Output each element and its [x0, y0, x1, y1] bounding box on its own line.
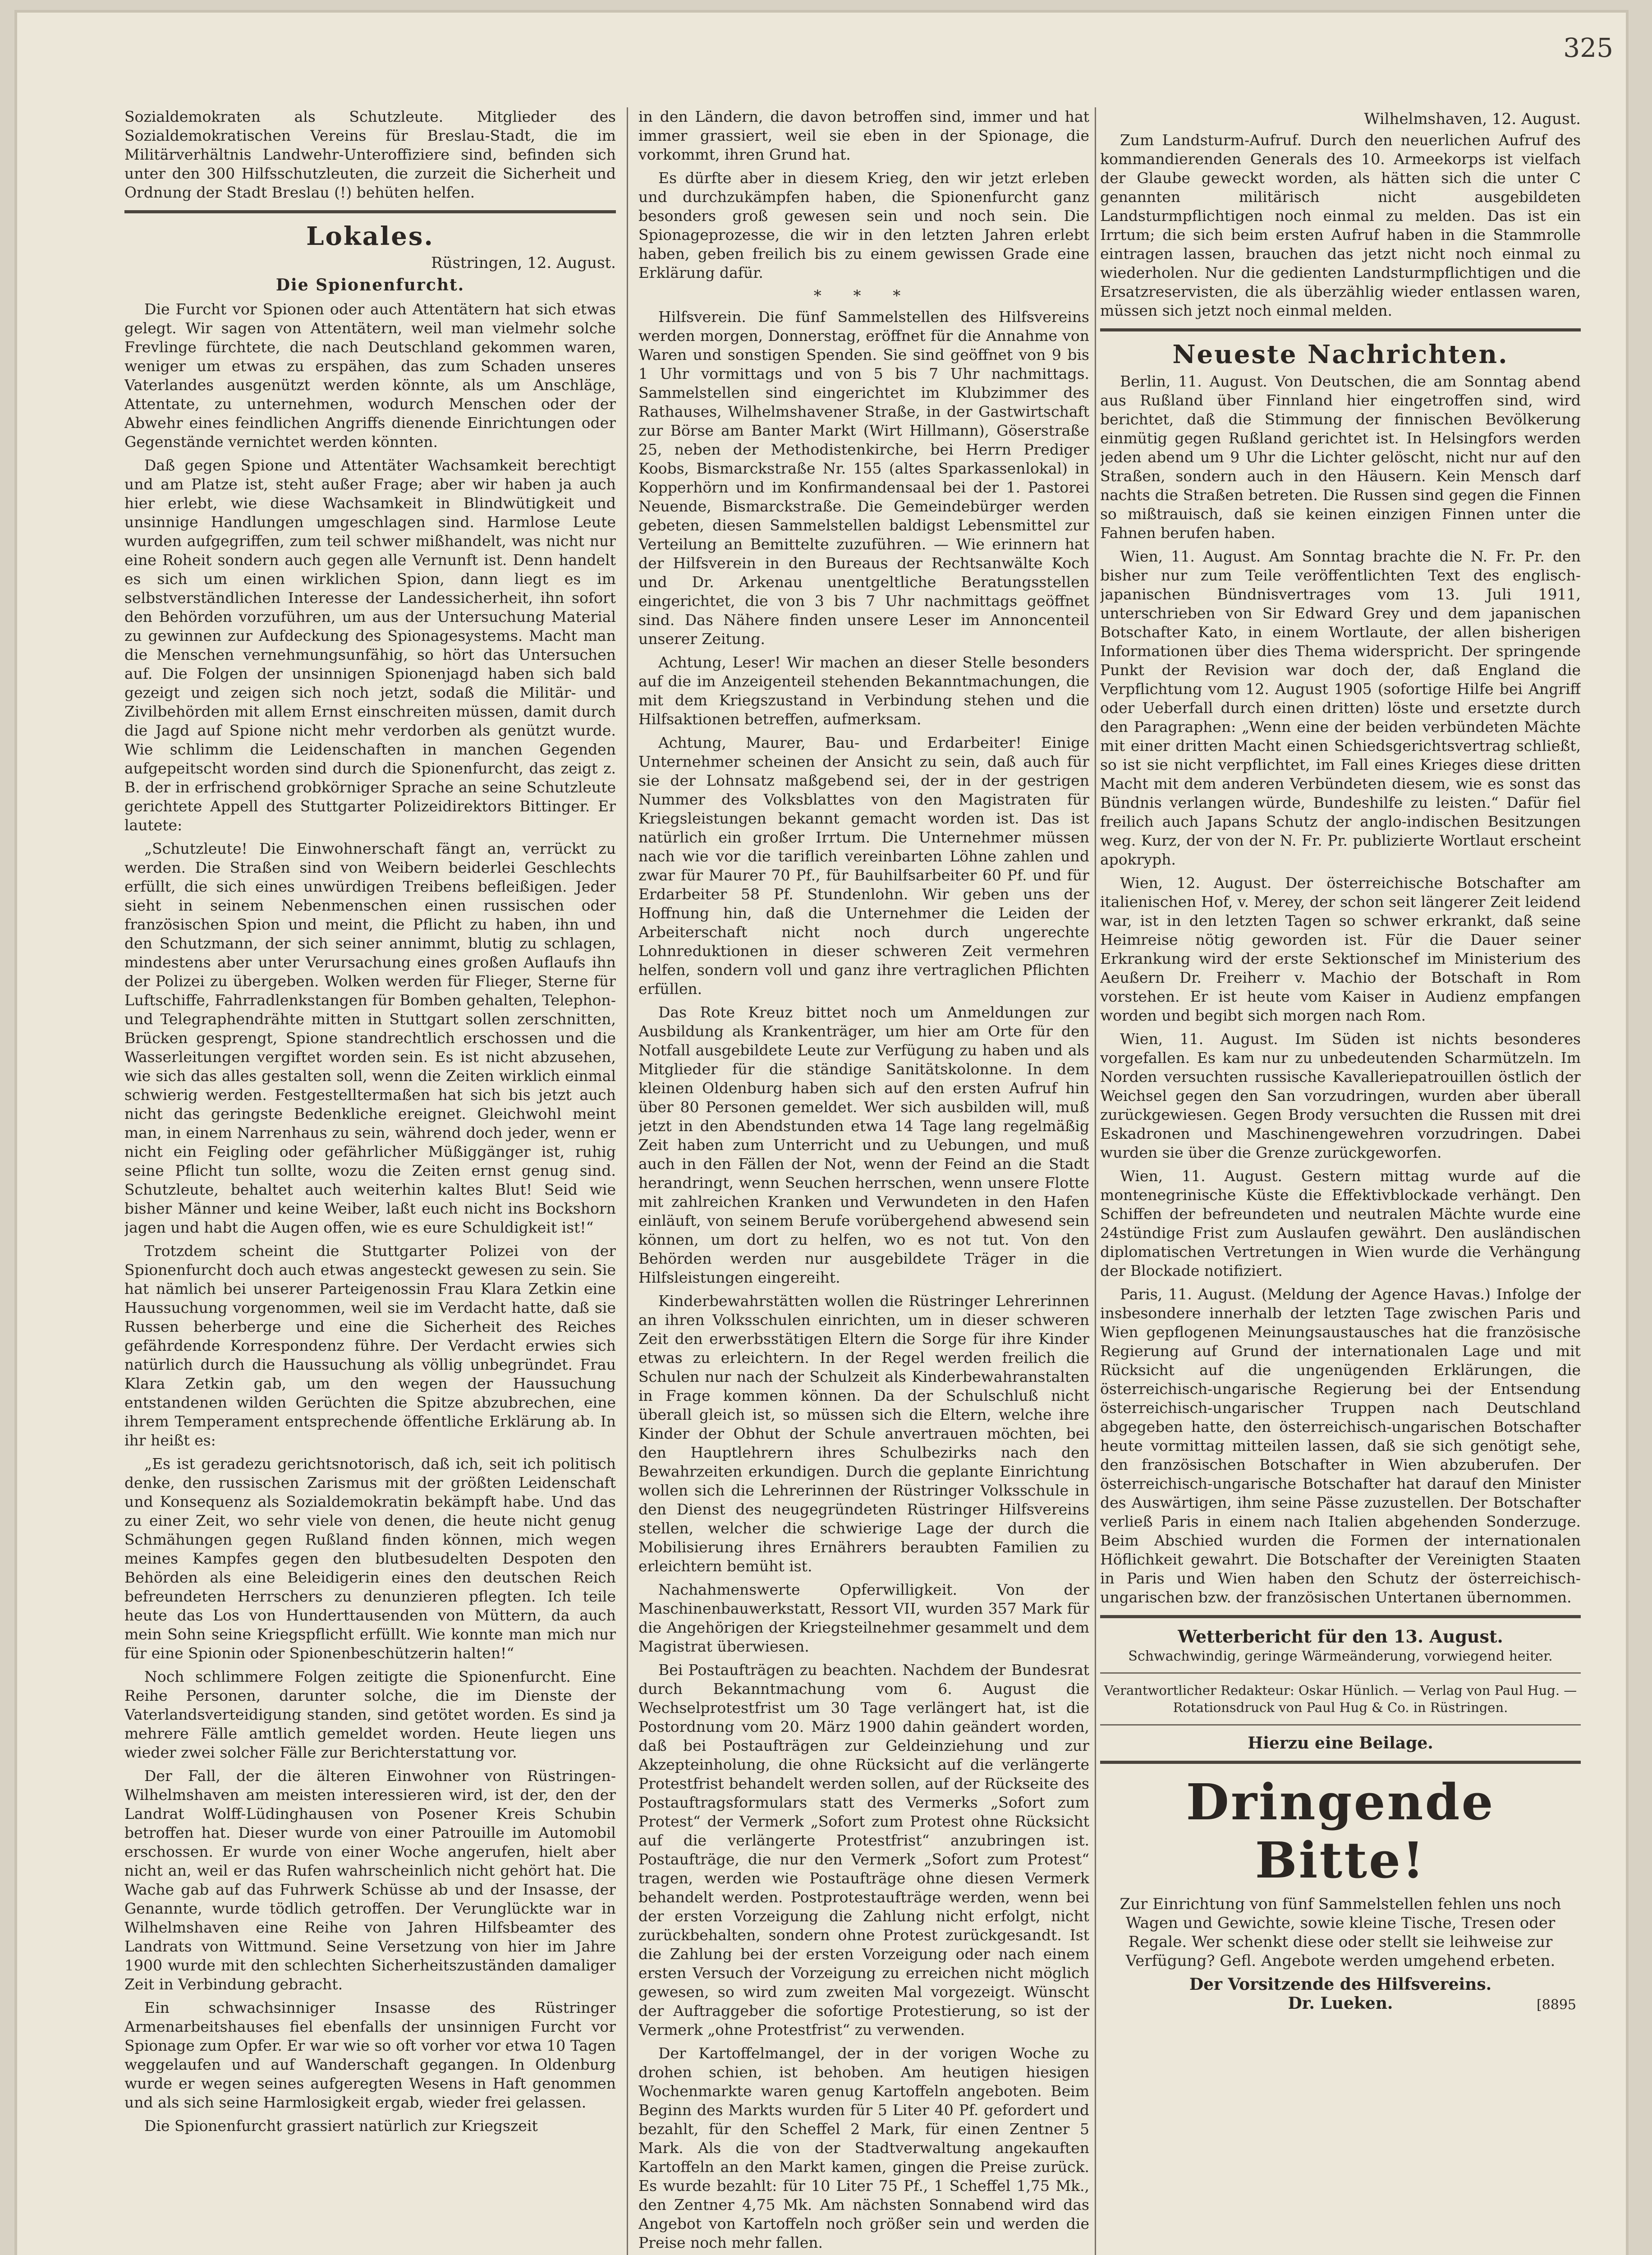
page-number: 325 — [1563, 32, 1613, 63]
article-opferwilligkeit: Nachahmenswerte Opferwilligkeit. Von der Maschinenbauwerkstatt, Ressort VII, wurden 357 Mark für die Angehörigen der Kriegsteilnehmer gesammelt und dem Magistrat überwiesen. — [638, 1581, 1089, 1655]
divider — [1100, 1615, 1581, 1618]
paragraph: Der Fall, der die älteren Einwohner von Rüstringen-Wilhelmshaven am meisten interessieren wird, ist der, den der Landrat Wolff-Lüdinghausen von Posener Kreis Schubin betroffen hat. Dieser wurde von einer Patrouille im Automobil erschossen. Er wurde von einer Woche angerufen, hielt aber nicht an, weil er das Rufen wahrscheinlich nicht gehört hat. Die Wache gab auf das Fuhrwerk Schüsse ab und der Insasse, der Genannte, wurde tödlich getroffen. Der Verunglückte war in Wilhelmshaven eine Reihe von Jahren Hilfsbeamter des Landrats von Wittmund. Seine Versetzung von hier im Jahre 1900 wurde mit den schlechten Sicherheitszuständen damaliger Zeit in Verbindung gebracht. — [124, 1767, 616, 1993]
news-wien: Wien, 12. August. Der österreichische Botschafter am italienischen Hof, v. Merey, der schon seit längerer Zeit leidend war, ist in den letzten Tagen so schwer erkrankt, daß seine Heimreise nötig geworden ist. Für die Dauer seiner Erkrankung wird der erste Sektionschef im Ministerium des Aeußern Dr. Freiherr v. Machio der Botschaft in Rom vorstehen. Er ist heute vom Kaiser in Audienz empfangen worden und begibt sich morgen nach Rom. — [1100, 874, 1581, 1024]
column-3 — [1100, 107, 1581, 2255]
weather-title: Wetterbericht für den 13. August. — [1178, 1626, 1503, 1647]
article-landsturm: Zum Landsturm-Aufruf. Durch den neuerlichen Aufruf des kommandierenden Generals des 10. Armeekorps ist vielfach der Glaube geweckt worden, als hätten sich die unter C genannten militärisch nicht ausgebildeten Landsturmpflichtigen noch einmal zu melden. Das ist ein Irrtum; die sich beim ersten Aufruf haben in die Stammrolle eintragen lassen, brauchen das jetzt nicht noch einmal zu wiederholen. Nur die gedienten Landsturmpflichtigen und die Ersatzreservisten, die als überzählig wieder entlassen waren, müssen sich jetzt noch einmal melden. — [1100, 131, 1581, 319]
paragraph: „Schutzleute! Die Einwohnerschaft fängt an, verrückt zu werden. Die Straßen sind von Weibern beiderlei Geschlechts erfüllt, die sich eines unwürdigen Treibens befleißigen. Jeder sieht in seinem Nebenmenschen einen russischen oder französischen Spion und meint, die Pflicht zu haben, ihn und den Schutzmann, der sich seiner annimmt, blutig zu schlagen, mindestens aber unter Verursachung eines großen Auflaufs ihn der Polizei zu übergeben. Wolken werden für Flieger, Sterne für Luftschiffe, Fahrradlenkstangen für Bomben gehalten, Telephon- und Telegraphendrähte mitten in Stuttgart sollen zerschnitten, Brücken gesprengt, Spione standrechtlich erschossen und die Wasserleitungen vergiftet worden sein. Es ist nicht abzusehen, wie sich das alles gestalten soll, wenn die Zeiten wirklich einmal schwierig werden. Festgestelltermaßen hat sich bis jetzt auch nicht das geringste Bedenkliche ereignet. Gleichwohl meint man, in einem Narrenhaus zu sein, während doch jeder, wenn er nicht ein Feigling oder gefährlicher Müßiggänger ist, ruhig seine Pflicht tun sollte, wozu die Zeiten ernst genug sind. Schutzleute, behaltet auch weiterhin kaltes Blut! Seid wie bisher Männer und keine Weiber, laßt euch nicht ins Bockshorn jagen und habt die Augen offen, wie es eure Schuldigkeit ist!“ — [124, 840, 616, 1236]
ad-signature: Der Vorsitzende des Hilfsvereins. — [1189, 1975, 1492, 1994]
ad-name: Dr. Lueken. — [1288, 1994, 1393, 2013]
column-rule — [627, 107, 628, 2255]
article-kartoffelmangel: Der Kartoffelmangel, der in der vorigen Woche zu drohen schien, ist behoben. Am heutigen hiesigen Wochenmarkte waren genug Kartoffeln angeboten. Beim Beginn des Markts wurden für 5 Liter 40 Pf. gefordert und bezahlt, für den Scheffel 2 Mark, für einen Zentner 5 Mark. Als die von der Stadtverwaltung angekauften Kartoffeln an den Markt kamen, gingen die Preise zurück. Es wurde bezahlt: für 10 Liter 75 Pf., 1 Scheffel 1,75 Mk., den Zentner 4,75 Mk. Am nächsten Sonnabend wird das Angebot von Kartoffeln noch größer sein und werden die Preise noch mehr fallen. — [638, 2044, 1089, 2251]
divider — [1100, 1672, 1581, 1674]
article-title: Die Spionenfurcht. — [275, 276, 465, 295]
advertisement — [1100, 1773, 1581, 2013]
article-maurer: Achtung, Maurer, Bau- und Erdarbeiter! Einige Unternehmer scheinen der Ansicht zu sein, daß auch für sie der Lohnsatz maßgebend sei, der in der gestrigen Nummer des Volksblattes von den Magistraten für Kriegsleistungen bekannt gemacht worden ist. Das ist natürlich ein großer Irrtum. Die Unternehmer müssen nach wie vor die tariflich vereinbarten Löhne zahlen und zwar für Maurer 70 Pf., für Bauhilfsarbeiter 60 Pf. und für Erdarbeiter 58 Pf. Stundenlohn. Wir geben uns der Hoffnung hin, daß die Unternehmer die Leiden der Arbeiterschaft nicht noch durch ungerechte Lohnreduktionen in dieser schweren Zeit vermehren helfen, sondern voll und ganz ihre vertraglichen Pflichten erfüllen. — [638, 734, 1089, 998]
divider — [124, 210, 616, 213]
imprint: Verantwortlicher Redakteur: Oskar Hünlich. — Verlag von Paul Hug. — Rotationsdruck von Paul Hug & Co. in Rüstringen. — [1104, 1683, 1577, 1715]
news-wien: Wien, 11. August. Gestern mittag wurde auf die montenegrinische Küste die Effektivblockade verhängt. Den Schiffen der befreundeten und neutralen Mächte wurde eine 24stündige Frist zum Auslaufen gewährt. Den ausländischen diplomatischen Vertretungen in Wien wurde die Verhängung der Blockade notifiziert. — [1100, 1167, 1581, 1279]
article-postauftraege: Bei Postaufträgen zu beachten. Nachdem der Bundesrat durch Bekanntmachung vom 6. August die Wechselprotestfrist um 30 Tage verlängert hat, ist die Postordnung vom 20. März 1900 dahin geändert worden, daß bei Postaufträgen zur Geldeinziehung und zur Akzepteinholung, die ohne Rücksicht auf die verlängerte Protestfrist behandelt werden sollen, auf der Rückseite des Postauftragsformulars statt des Vermerks „Sofort zum Protest“ der Vermerk „Sofort zum Protest ohne Rücksicht auf die verlängerte Protestfrist“ anzubringen ist. Postaufträge, die nur den Vermerk „Sofort zum Protest“ tragen, werden wie Postaufträge ohne diesen Vermerk behandelt werden. Postprotestaufträge werden, wenn bei der ersten Vorzeigung die Zahlung nicht erfolgt, nicht zurückbehalten, sondern ohne Protest zurückgesandt. Ist die Zahlung bei der ersten Vorzeigung oder nach einem ersten Versuch der Vorzeigung zu erreichen nicht möglich gewesen, so wird zum zweiten Mal vorgezeigt. Wünscht der Auftraggeber die sofortige Protestierung, so ist der Vermerk „ohne Protestfrist“ zu verwenden. — [638, 1661, 1089, 2039]
divider — [1100, 328, 1581, 331]
dateline: Rüstringen, 12. August. — [431, 254, 616, 272]
article-hilfsverein: Hilfsverein. Die fünf Sammelstellen des Hilfsvereins werden morgen, Donnerstag, eröffnet für die Annahme von Waren und sonstigen Spenden. Sie sind geöffnet von 9 bis 1 Uhr vormittags und von 5 bis 7 Uhr nachmittags. Sammelstellen sind eingerichtet im Klubzimmer des Rathauses, Wilhelmshavener Straße, in der Gastwirtschaft zur Börse am Banter Markt (Wirt Hillmann), Göserstraße 25, neben der Methodistenkirche, bei Herrn Prediger Koobs, Bismarckstraße Nr. 155 (altes Sparkassenlokal) in Kopperhörn und im Konfirmandensaal bei der 1. Pastorei Neuende, Bismarckstraße. Die Gemeindebürger werden gebeten, diesen Sammelstellen baldigst Lebensmittel zur Verteilung an Bemittelte zuzuführen. — Wie erinnern hat der Hilfsverein in den Bureaus der Rechtsanwälte Koch und Dr. Arkenau unentgeltliche Beratungsstellen eingerichtet, die von 3 bis 7 Uhr nachmittags geöffnet sind. Das Nähere finden unsere Leser im Annoncenteil unserer Zeitung. — [638, 308, 1089, 648]
ad-title: Dringende Bitte! — [1186, 1773, 1495, 1889]
paragraph: Ein schwachsinniger Insasse des Rüstringer Armenarbeitshauses fiel ebenfalls der unsinnigen Furcht vor Spionage zum Opfer. Er war wie so oft vorher vor etwa 10 Tagen weggelaufen und auf Wanderschaft gegangen. In Oldenburg wurde er wegen seines aufgeregten Wesens in Haft genommen und als sich seine Harmlosigkeit ergab, wieder frei gelassen. — [124, 1999, 616, 2111]
divider — [1100, 1724, 1581, 1726]
paragraph: in den Ländern, die davon betroffen sind, immer und hat immer grassiert, weil sie eben in der Spionage, die vorkommt, ihren Grund hat. — [638, 108, 1089, 163]
news-berlin: Berlin, 11. August. Von Deutschen, die am Sonntag abend aus Rußland über Finnland hier eingetroffen sind, wird berichtet, daß die Stimmung der finnischen Bevölkerung einmütig gegen Rußland gerichtet ist. In Helsingfors werden jeden abend um 9 Uhr die Lichter gelöscht, nicht nur auf den Straßen, sondern auch in den Häusern. Kein Mensch darf nachts die Straßen betreten. Die Russen sind gegen die Finnen so mißtrauisch, daß sie keinen einzigen Finnen unter die Fahnen berufen haben. — [1100, 373, 1581, 542]
news-wien: Wien, 11. August. Am Sonntag brachte die N. Fr. Pr. den bisher nur zum Teile veröffentlichten Text des englisch-japanischen Bündnisvertrages vom 13. Juli 1911, unterschrieben von Sir Edward Grey und dem japanischen Botschafter Kato, in einem Wortlaute, der allen bisherigen Informationen über dies Thema widerspricht. Der springende Punkt der Revision war doch der, daß England die Verpflichtung vom 12. August 1905 (sofortige Hilfe bei Angriff oder Ueberfall durch einen dritten) löste und ersetzte durch den Paragraphen: „Wenn eine der beiden verbündeten Mächte mit einer dritten Macht einen Schiedsgerichtsvertrag schließt, so ist sie nicht verpflichtet, im Fall eines Krieges diese dritten Macht mit dem anderen Verbündeten diesem, wie es sonst das Bündnis verlangen würde, Bundeshilfe zu leisten.“ Dafür fiel freilich auch Japans Schutz der anglo-indischen Besitzungen weg. Kurz, der von der N. Fr. Pr. publizierte Wortlaut erscheint apokryph. — [1100, 548, 1581, 868]
column-2 — [638, 107, 1089, 2255]
ad-text: Zur Einrichtung von fünf Sammelstellen fehlen uns noch Wagen und Gewichte, sowie kleine Tische, Tresen oder Regale. Wer schenkt diese oder stellt sie leihweise zur Verfügung? Gefl. Angebote werden umgehend erbeten. — [1120, 1895, 1561, 1970]
article-sozialdemokraten: Sozialdemokraten als Schutzleute. Mitglieder des Sozialdemokratischen Vereins für Breslau-Stadt, die im Militärverhältnis Landwehr-Unteroffiziere sind, befinden sich unter den 300 Hilfsschutzleuten, die zurzeit die Sicherheit und Ordnung der Stadt Breslau (!) behüten helfen. — [124, 108, 616, 201]
news-wien: Wien, 11. August. Im Süden ist nichts besonderes vorgefallen. Es kam nur zu unbedeutenden Scharmützeln. Im Norden versuchten russische Kavalleriepatrouillen östlich der Weichsel gegen den San vorzudringen, wurden aber überall zurückgewiesen. Gegen Brody versuchten die Russen mit drei Eskadronen und Maschinengewehren vorzudringen. Dabei wurden sie über die Grenze zurückgeworfen. — [1100, 1030, 1581, 1161]
article-achtung-leser: Achtung, Leser! Wir machen an dieser Stelle besonders auf die im Anzeigenteil stehenden Bekanntmachungen, die mit dem Kriegszustand in Verbindung stehen und die Hilfsaktionen betreffen, aufmerksam. — [638, 653, 1089, 728]
paragraph: „Es ist geradezu gerichtsnotorisch, daß ich, seit ich politisch denke, den russischen Zarismus mit der größten Leidenschaft und Konsequenz als Sozialdemokratin bekämpft habe. Und das zu einer Zeit, wo sehr viele von denen, die heute nicht genug Schmähungen gegen Rußland finden können, mich wegen meines Kampfes gegen den blutbesudelten Despoten den Behörden als eine Beleidigerin eines den deutschen Reich befreundeten Herrschers zu denunzieren pflegten. Ich teile heute das Los von Hunderttausenden von Müttern, da auch mein Sohn seine Kriegspflicht erfüllt. Wie konnte man mich nur für eine Spionin oder Spionenbeschützerin halten!“ — [124, 1455, 616, 1662]
weather-text: Schwachwindig, geringe Wärmeänderung, vorwiegend heiter. — [1128, 1648, 1553, 1664]
article-rotes-kreuz: Das Rote Kreuz bittet noch um Anmeldungen zur Ausbildung als Krankenträger, um hier am Orte für den Notfall ausgebildete Leute zur Verfügung zu haben und als Mitglieder für die ständige Sanitätskolonne. In dem kleinen Oldenburg haben sich auf den ersten Aufruf hin über 80 Personen gemeldet. Wer sich ausbilden will, muß jetzt in den Abendstunden etwa 14 Tage lang regelmäßig Zeit haben zum Unterricht und zu Uebungen, und muß auch in den Fällen der Not, wenn der Feind an die Stadt herandringt, wenn Seuchen herrschen, wenn unsere Flotte mit zahlreichen Kranken und Verwundeten in den Hafen einläuft, von seinem Berufe vorübergehend abwesend sein können, um dort zu helfen, wo es not tut. Von den Behörden werden nur ausgebildete Träger in die Hilfsleistungen eingereiht. — [638, 1003, 1089, 1286]
paragraph: Noch schlimmere Folgen zeitigte die Spionenfurcht. Eine Reihe Personen, darunter solche, die im Dienste der Vaterlandsverteidigung standen, sind getötet worden. Es sind ja mehrere Fälle amtlich gemeldet worden. Heute liegen uns wieder zwei solcher Fälle zur Berichterstattung vor. — [124, 1668, 616, 1761]
dateline: Wilhelmshaven, 12. August. — [1364, 110, 1581, 128]
divider — [1100, 1761, 1581, 1764]
separator-stars: * * * — [813, 287, 914, 305]
paragraph: Es dürfte aber in diesem Krieg, den wir jetzt erleben und durchzukämpfen haben, die Spionenfurcht ganz besonders groß gewesen sein und noch sein. Die Spionageprozesse, die wir in den letzten Jahren erlebt haben, geben freilich bis zu einem gewissen Grade eine Erklärung dafür. — [638, 169, 1089, 281]
column-rule — [1095, 107, 1096, 2255]
section-title-lokales: Lokales. — [306, 221, 434, 251]
paragraph: Die Furcht vor Spionen oder auch Attentätern hat sich etwas gelegt. Wir sagen von Attentätern, weil man vielmehr solche Frevlinge fürchtete, die nach Deutschland gekommen waren, weniger um etwas zu erspähen, das zum Schaden unseres Vaterlandes ausgenützt werden könnte, als um Anschläge, Attentate, zu unternehmen, wodurch Menschen oder der Abwehr eines feindlichen Angriffs dienende Einrichtungen oder Gegenstände vernichtet werden könnten. — [124, 300, 616, 451]
paragraph: Daß gegen Spione und Attentäter Wachsamkeit berechtigt und am Platze ist, steht außer Frage; aber wir haben ja auch hier erlebt, wie diese Wachsamkeit in Blindwütigkeit und unsinnige Handlungen umgeschlagen sind. Harmlose Leute wurden aufgegriffen, zum teil schwer mißhandelt, was nicht nur eine Roheit sondern auch gegen alle Vernunft ist. Denn handelt es sich um einen wirklichen Spion, dann liegt es im selbstverständlichen Interesse der Landessicherheit, ihn sofort den Behörden vorzuführen, um aus der Untersuchung Material zu gewinnen zur Aufdeckung des Spionagesystems. Macht man die Menschen vernehmungsunfähig, so hört das Untersuchen auf. Die Folgen der unsinnigen Spionenjagd haben sich bald gezeigt und zeigen sich noch jetzt, sodaß die Militär- und Zivilbehörden mit allem Ernst einschreiten müssen, damit durch die Jagd auf Spione nicht mehr verdorben als genützt wurde. Wie schlimm die Leidenschaften in manchen Gegenden aufgepeitscht worden sind durch die Spionenfurcht, das zeigt z. B. der in erfrischend grobkörniger Sprache an seine Schutzleute gerichtete Appell des Stuttgarter Polizeidirektors Bittinger. Er lautete: — [124, 456, 616, 834]
news-paris: Paris, 11. August. (Meldung der Agence Havas.) Infolge der insbesondere innerhalb der letzten Tage zwischen Paris und Wien gepflogenen Meinungsaustausches hat die französische Regierung auf Grund der internationalen Lage und mit Rücksicht auf die ungenügenden Erklärungen, die österreichisch-ungarische Regierung bei der Entsendung österreichisch-ungarischer Truppen nach Deutschland abgegeben hatte, den österreichisch-ungarischen Botschafter heute vormittag mitteilen lassen, daß sie sich genötigt sehe, den französischen Botschafter in Wien abzuberufen. Der österreichisch-ungarische Botschafter hat darauf den Minister des Auswärtigen, ihm seine Pässe zuzustellen. Der Botschafter verließ Paris in einem nach Italien abgehenden Sonderzuge. Beim Abschied wurden die Formen der internationalen Höflichkeit gewahrt. Die Botschafter der Vereinigten Staaten in Paris und Wien haben den Schutz der österreichisch-ungarischen bzw. der französischen Untertanen übernommen. — [1100, 1285, 1581, 1606]
paragraph: Trotzdem scheint die Stuttgarter Polizei von der Spionenfurcht doch auch etwas angesteckt gewesen zu sein. Sie hat nämlich bei unserer Parteigenossin Frau Klara Zetkin eine Haussuchung vorgenommen, weil sie im Verdacht hatte, daß sie Russen beherberge und eine die Sicherheit des Reiches gefährdende Korrespondenz führe. Der Verdacht erwies sich natürlich durch die Haussuchung als völlig unbegründet. Frau Klara Zetkin gab, um den wegen der Haussuchung entstandenen wilden Gerüchten die Spitze abzubrechen, eine ihrem Temperament entsprechende öffentliche Erklärung ab. In ihr heißt es: — [124, 1242, 616, 1449]
section-title-neueste-nachrichten: Neueste Nachrichten. — [1172, 340, 1509, 369]
column-1 — [124, 107, 616, 2255]
newspaper-page — [17, 13, 1626, 2255]
supplement-note: Hierzu eine Beilage. — [1248, 1734, 1433, 1753]
ad-code: [8895 — [1536, 1997, 1576, 2013]
article-kinderbewahrstaetten: Kinderbewahrstätten wollen die Rüstringer Lehrerinnen an ihren Volksschulen einrichten, um in dieser schweren Zeit den erwerbsstätigen Eltern die Sorge für ihre Kinder etwas zu erleichtern. In der Regel werden freilich die Schulen nur nach der Schulzeit als Kinderbewahranstalten in Frage kommen können. Da der Schulschluß nicht überall gleich ist, so müssen sich die Eltern, welche ihre Kinder der Obhut der Schule anvertrauen möchten, bei den Hauptlehrern ihres Schulbezirks nach den Bewahrzeiten erkundigen. Durch die geplante Einrichtung wollen sich die Lehrerinnen der Rüstringer Volksschule in den Dienst des neugegründeten Rüstringer Hilfsvereins stellen, welcher die schwierige Lage der durch die Mobilisierung ihres Ernährers beraubten Familien zu erleichtern bemüht ist. — [638, 1292, 1089, 1575]
paragraph: Die Spionenfurcht grassiert natürlich zur Kriegszeit — [144, 2117, 538, 2135]
